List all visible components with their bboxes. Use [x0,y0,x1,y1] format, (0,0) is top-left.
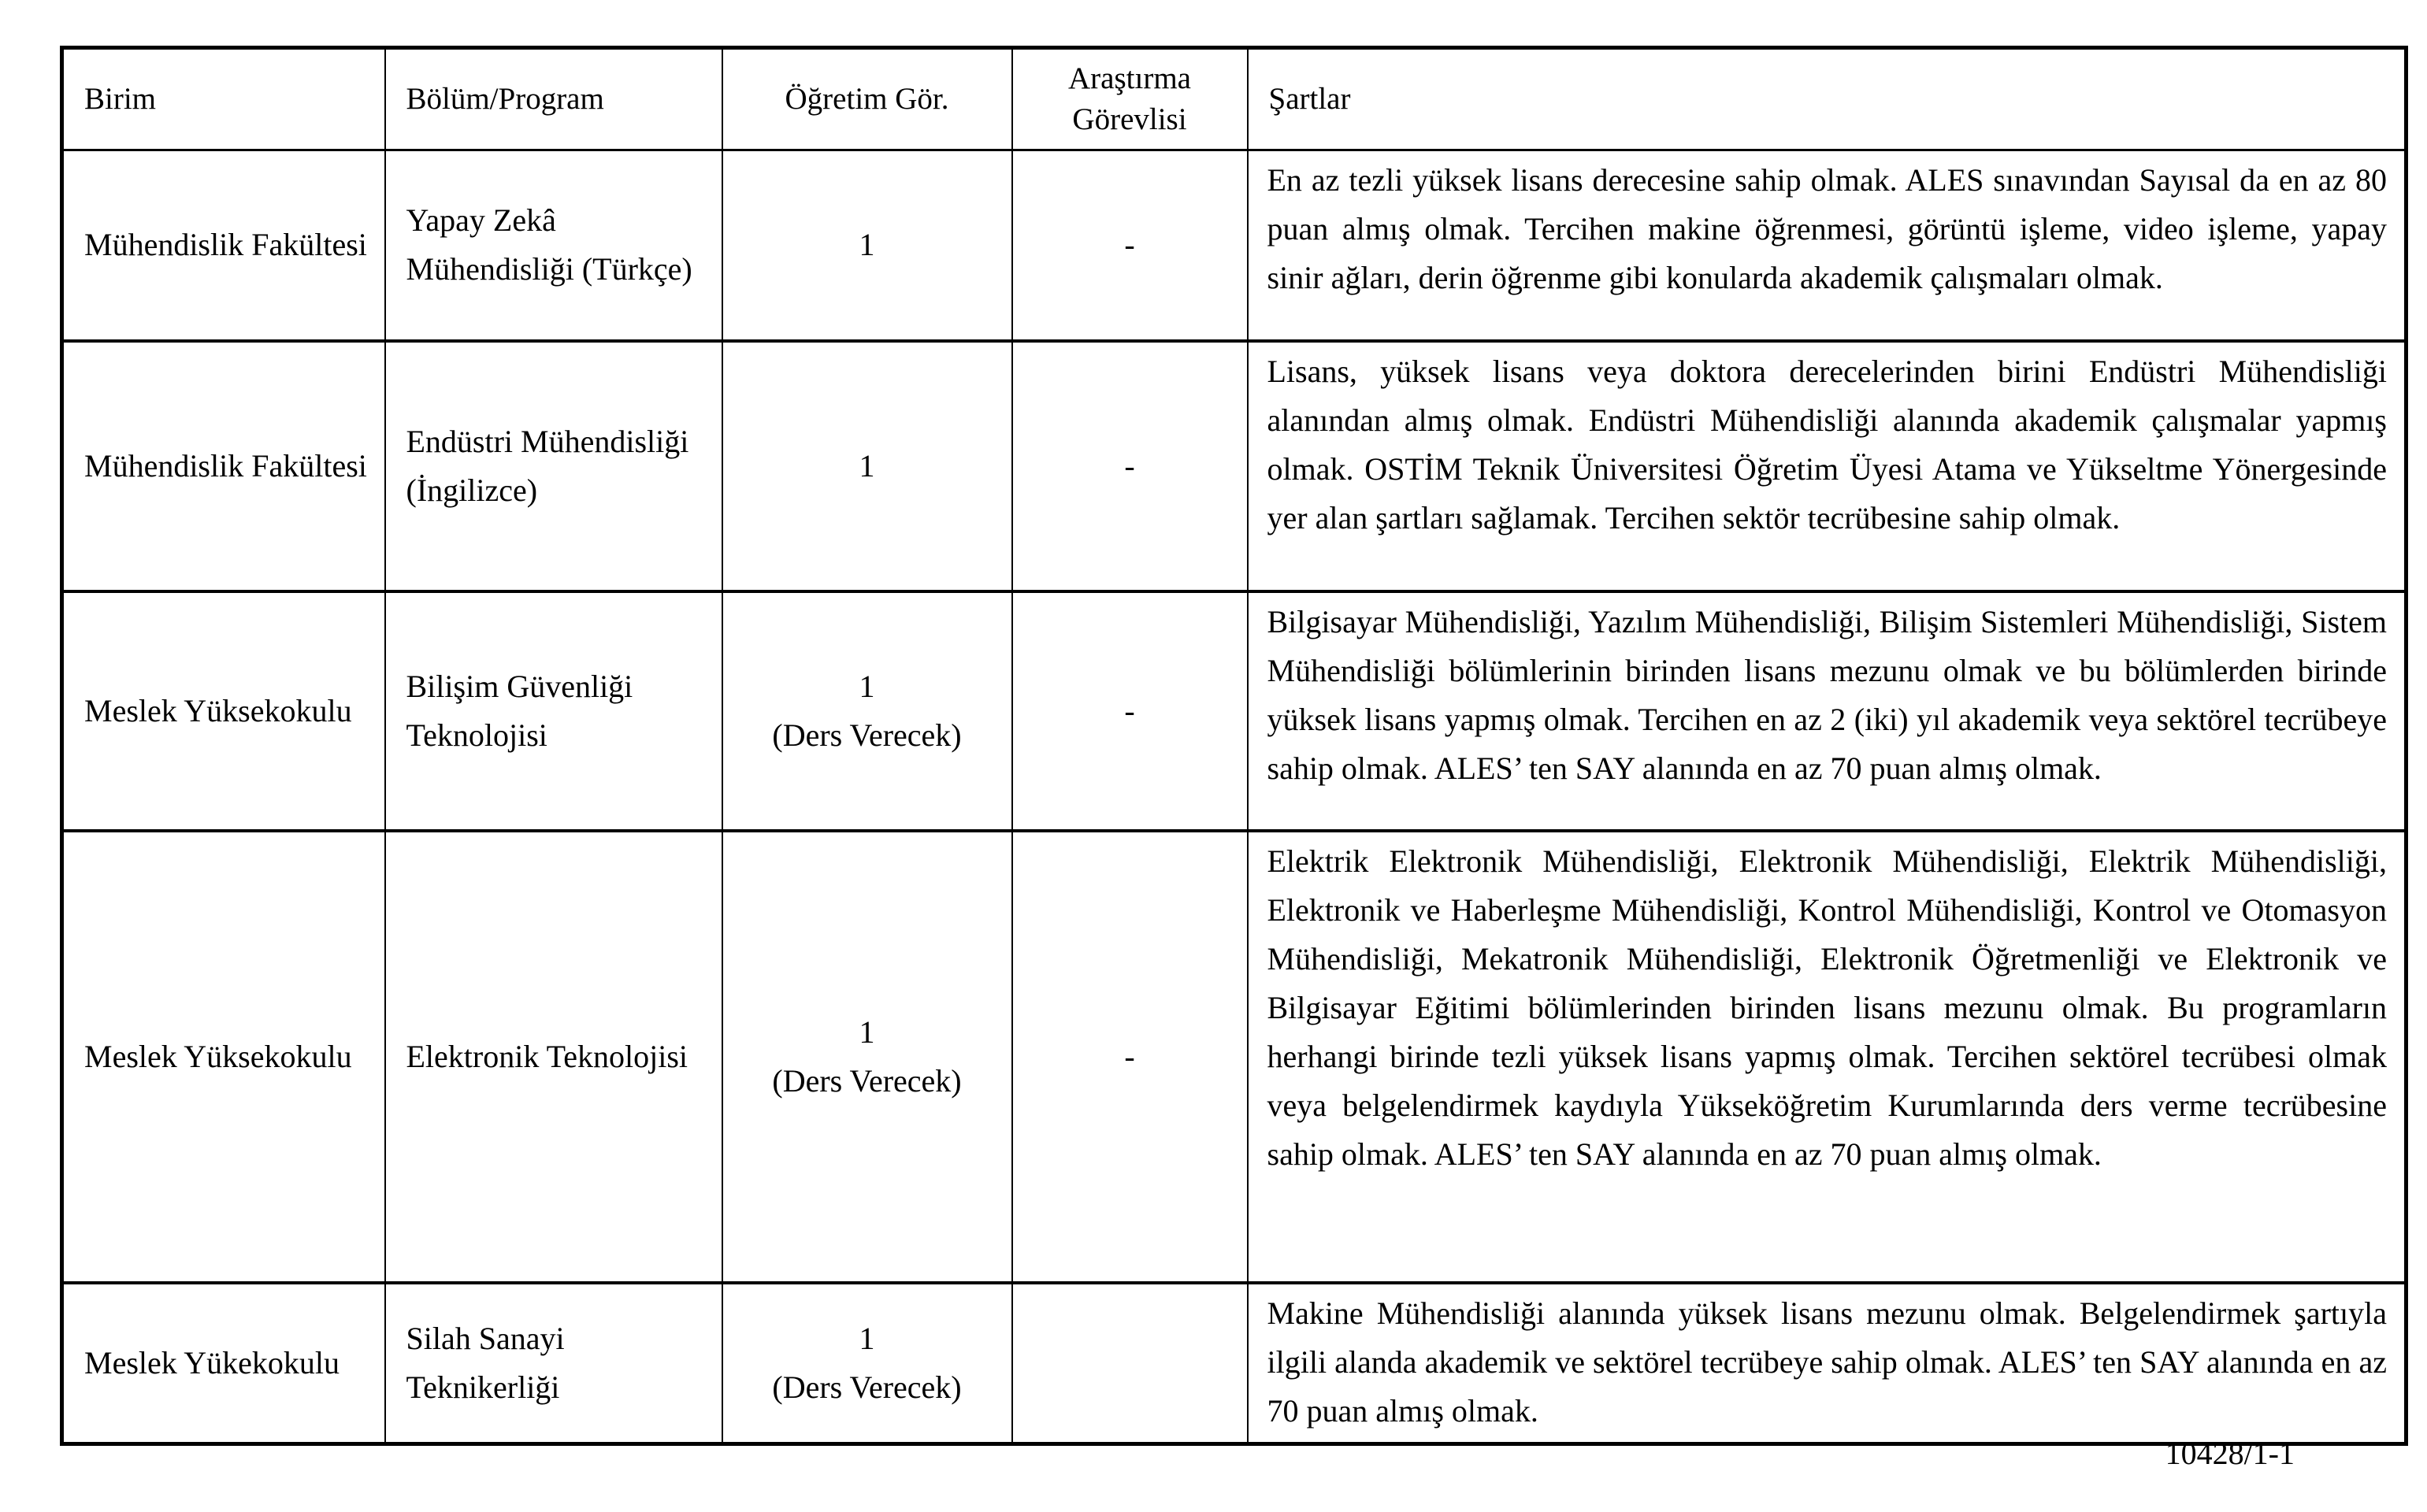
cell-sartlar: Bilgisayar Mühendisliği, Yazılım Mühendisliği, Bilişim Sistemleri Mühendisliği, Sistem Mühendisliği bölümlerinin birinden lisans mezunu olmak ve bu bölümlerden birinde yüksek lisans yapmış olmak. Tercihen en az 2 (iki) yıl akademik veya sektörel tecrübeye sahip olmak. ALES’ ten SAY alanında en az 70 puan almış olmak. [1248,591,2407,831]
cell-birim: Meslek Yüksekokulu [62,831,385,1283]
cell-bolum-program: Silah Sanayi Teknikerliği [385,1283,722,1444]
cell-arastirma-gorevlisi [1012,1283,1248,1444]
header-cell-birim: Birim [62,48,385,150]
ogretim-count: 1 [859,1320,875,1356]
cell-sartlar: Lisans, yüksek lisans veya doktora derecelerinden birini Endüstri Mühendisliği alanından almış olmak. Endüstri Mühendisliği alanında akademik çalışmalar yapmış olmak. OSTİM Teknik Üniversitesi Öğretim Üyesi Atama ve Yükseltme Yönergesinde yer alan şartları sağlamak. Tercihen sektör tecrübesine sahip olmak. [1248,341,2407,591]
cell-sartlar: Elektrik Elektronik Mühendisliği, Elektronik Mühendisliği, Elektrik Mühendisliği, Elektronik ve Haberleşme Mühendisliği, Kontrol Mühendisliği, Kontrol ve Otomasyon Mühendisliği, Mekatronik Mühendisliği, Elektronik Öğretmenliği ve Elektronik ve Bilgisayar Eğitimi bölümlerinden birinden lisans mezunu olmak. Bu programların herhangi birinde tezli yüksek lisans yapmış olmak. Tercihen sektörel tecrübesi olmak veya belgelendirmek kaydıyla Yükseköğretim Kurumlarında ders verme tecrübesine sahip olmak. ALES’ ten SAY alanında en az 70 puan almış olmak. [1248,831,2407,1283]
cell-bolum-program: Elektronik Teknolojisi [385,831,722,1283]
cell-arastirma-gorevlisi: - [1012,591,1248,831]
table-header [62,48,2407,150]
table-row [62,150,2407,341]
cell-ogretim-gor [722,831,1012,1283]
cell-ogretim-gor [722,591,1012,831]
table-body [62,150,2407,1444]
cell-bolum-program: Endüstri Mühendisliği (İngilizce) [385,341,722,591]
cell-arastirma-gorevlisi: - [1012,150,1248,341]
table-row [62,591,2407,831]
cell-birim: Mühendislik Fakültesi [62,341,385,591]
cell-sartlar: En az tezli yüksek lisans derecesine sahip olmak. ALES sınavından Sayısal da en az 80 puan almış olmak. Tercihen makine öğrenmesi, görüntü işleme, video işleme, yapay sinir ağları, derin öğrenme gibi konularda akademik çalışmaları olmak. [1248,150,2407,341]
ogretim-note: (Ders Verecek) [772,717,962,753]
academic-vacancies-table [60,46,2408,1446]
cell-sartlar: Makine Mühendisliği alanında yüksek lisans mezunu olmak. Belgelendirmek şartıyla ilgili alanda akademik ve sektörel tecrübeye sahip olmak. ALES’ ten SAY alanında en az 70 puan almış olmak. [1248,1283,2407,1444]
cell-arastirma-gorevlisi: - [1012,341,1248,591]
cell-bolum-program: Bilişim Güvenliği Teknolojisi [385,591,722,831]
document-ref-number: 10428/1-1 [2165,1436,2295,1471]
cell-bolum-program: Yapay Zekâ Mühendisliği (Türkçe) [385,150,722,341]
header-cell-ogretim-gor: Öğretim Gör. [722,48,1012,150]
ogretim-note: (Ders Verecek) [772,1062,962,1099]
cell-birim: Meslek Yüksekokulu [62,591,385,831]
ogretim-count: 1 [859,447,875,484]
cell-arastirma-gorevlisi: - [1012,831,1248,1283]
cell-birim: Mühendislik Fakültesi [62,150,385,341]
cell-ogretim-gor [722,1283,1012,1444]
header-cell-bolum-program: Bölüm/Program [385,48,722,150]
table-row [62,1283,2407,1444]
ogretim-note: (Ders Verecek) [772,1369,962,1405]
table-row [62,341,2407,591]
header-cell-arastirma-gorevlisi: Araştırma Görevlisi [1012,48,1248,150]
ogretim-count: 1 [859,668,875,704]
header-cell-sartlar: Şartlar [1248,48,2407,150]
cell-birim: Meslek Yükekokulu [62,1283,385,1444]
header-row [62,48,2407,150]
table-row [62,831,2407,1283]
ogretim-count: 1 [859,227,875,263]
cell-ogretim-gor [722,150,1012,341]
ogretim-count: 1 [859,1014,875,1050]
cell-ogretim-gor [722,341,1012,591]
